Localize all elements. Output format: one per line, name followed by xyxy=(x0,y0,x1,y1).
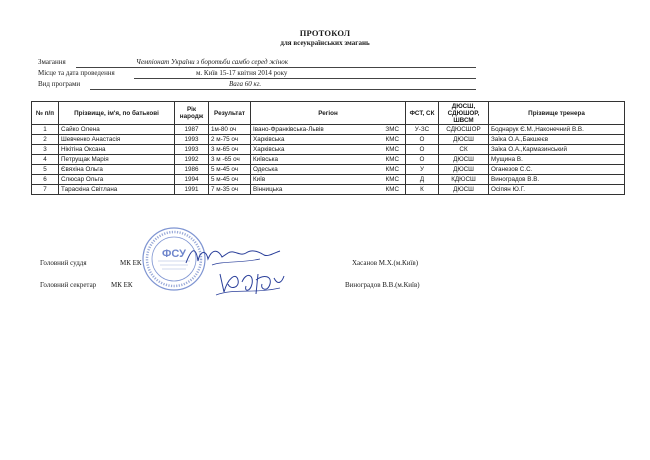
region-name: Київська xyxy=(253,156,279,163)
cell-school: СК xyxy=(439,145,489,155)
cell-fst: О xyxy=(406,155,439,165)
cell-coach: Виноградов В.В. xyxy=(489,175,625,185)
header-year: Рік народж xyxy=(175,102,209,125)
place-date-underline xyxy=(134,78,476,79)
competition-value: Чемпіонат України з боротьби самбо серед жінок xyxy=(136,58,288,66)
sport-rank: КМС xyxy=(385,136,399,143)
header-school: ДЮСШ, СДЮШОР, ШВСМ xyxy=(439,102,489,125)
header-name: Прізвище, ім'я, по батькові xyxy=(59,102,175,125)
cell-school: ДЮСШ xyxy=(439,165,489,175)
judge-category: МК ЕК xyxy=(120,259,142,267)
header-coach: Прізвище тренера xyxy=(489,102,625,125)
cell-fst: Д xyxy=(406,175,439,185)
program-field xyxy=(38,80,488,90)
cell-year: 1991 xyxy=(175,185,209,195)
judge-signature-icon xyxy=(182,243,282,269)
region-name: Харківська xyxy=(253,136,285,143)
cell-coach: Осіпян Ю.Г. xyxy=(489,185,625,195)
region-name: Івано-Франківська-Львів xyxy=(253,126,324,133)
table-header-row xyxy=(32,102,625,125)
cell-school: СДЮСШОР xyxy=(439,125,489,135)
cell-region xyxy=(251,135,406,145)
cell-result: 5 м-45 оч xyxy=(209,175,251,185)
header-num: № п/п xyxy=(32,102,59,125)
sport-rank: КМС xyxy=(385,166,399,173)
place-date-value: м. Київ 15-17 квітня 2014 року xyxy=(196,69,288,77)
cell-school: ДЮСШ xyxy=(439,185,489,195)
program-label: Вид програми xyxy=(38,80,81,88)
cell-year: 1986 xyxy=(175,165,209,175)
cell-num: 5 xyxy=(32,165,59,175)
cell-fst: У-ЗС xyxy=(406,125,439,135)
header-region: Регіон xyxy=(251,102,406,125)
place-date-label: Місце та дата проведення xyxy=(38,69,115,77)
judge-name: Хасанов М.Х.(м.Київ) xyxy=(352,259,419,267)
cell-name: Шевченко Анастасія xyxy=(59,135,175,145)
cell-year: 1994 xyxy=(175,175,209,185)
cell-school: КДЮСШ xyxy=(439,175,489,185)
cell-result: 2 м-75 оч xyxy=(209,135,251,145)
cell-fst: О xyxy=(406,135,439,145)
competition-label: Змагання xyxy=(38,58,66,66)
cell-year: 1987 xyxy=(175,125,209,135)
cell-result: 3 м-65 оч xyxy=(209,145,251,155)
cell-num: 4 xyxy=(32,155,59,165)
cell-school: ДЮСШ xyxy=(439,135,489,145)
header-fst: ФСТ, СК xyxy=(406,102,439,125)
cell-result: 1м-80 оч xyxy=(209,125,251,135)
cell-name: Сайко Олена xyxy=(59,125,175,135)
cell-name: Нікітіна Оксана xyxy=(59,145,175,155)
secretary-signature-icon xyxy=(214,268,286,298)
secretary-name: Виноградов В.В.(м.Київ) xyxy=(345,281,420,289)
cell-region xyxy=(251,155,406,165)
protocol-title: ПРОТОКОЛ xyxy=(299,28,351,38)
cell-coach: Заїка О.А.,Кармазинський xyxy=(489,145,625,155)
cell-coach: Заїка О.А.,Бакшеєв xyxy=(489,135,625,145)
cell-result: 5 м-45 оч xyxy=(209,165,251,175)
region-name: Харківська xyxy=(253,146,285,153)
program-value: Вага 60 кг. xyxy=(229,80,262,88)
sport-rank: ЗМС xyxy=(385,126,399,133)
competition-underline xyxy=(76,67,476,68)
cell-name: Петрущак Марія xyxy=(59,155,175,165)
table-row xyxy=(32,185,625,195)
results-table xyxy=(31,101,625,195)
cell-year: 1992 xyxy=(175,155,209,165)
protocol-subtitle: для всеукраїнських змагань xyxy=(280,39,370,47)
cell-fst: У xyxy=(406,165,439,175)
region-name: Вінницька xyxy=(253,186,283,193)
cell-school: ДЮСШ xyxy=(439,155,489,165)
cell-year: 1993 xyxy=(175,135,209,145)
cell-region xyxy=(251,145,406,155)
sport-rank: КМС xyxy=(385,146,399,153)
cell-num: 7 xyxy=(32,185,59,195)
sport-rank: КМС xyxy=(385,186,399,193)
region-name: Одеська xyxy=(253,166,278,173)
cell-region xyxy=(251,125,406,135)
header-result: Результат xyxy=(209,102,251,125)
cell-name: Тараскіна Світлана xyxy=(59,185,175,195)
cell-coach: Мущина В. xyxy=(489,155,625,165)
cell-coach: Оганезов С.С. xyxy=(489,165,625,175)
secretary-label: Головний секретар xyxy=(40,281,97,289)
cell-coach: Боднарук Є.М.,Наконечний В.В. xyxy=(489,125,625,135)
cell-region xyxy=(251,165,406,175)
sport-rank: КМС xyxy=(385,176,399,183)
secretary-category: МК ЕК xyxy=(111,281,133,289)
judge-label: Головний суддя xyxy=(40,259,87,267)
cell-region xyxy=(251,175,406,185)
cell-fst: О xyxy=(406,145,439,155)
region-name: Київ xyxy=(253,176,266,183)
program-underline xyxy=(90,89,476,90)
cell-name: Євяхіна Ольга xyxy=(59,165,175,175)
table-row xyxy=(32,125,625,135)
cell-name: Слюсар Ольга xyxy=(59,175,175,185)
sport-rank: КМС xyxy=(385,156,399,163)
cell-num: 1 xyxy=(32,125,59,135)
competition-field xyxy=(38,58,488,68)
cell-num: 2 xyxy=(32,135,59,145)
cell-num: 6 xyxy=(32,175,59,185)
cell-num: 3 xyxy=(32,145,59,155)
cell-region xyxy=(251,185,406,195)
table-row xyxy=(32,145,625,155)
table-row xyxy=(32,165,625,175)
table-row xyxy=(32,135,625,145)
cell-fst: К xyxy=(406,185,439,195)
cell-year: 1993 xyxy=(175,145,209,155)
stamp-text: ФСУ xyxy=(161,248,187,260)
cell-result: 7 м-35 оч xyxy=(209,185,251,195)
table-row xyxy=(32,175,625,185)
cell-result: 3 м -65 оч xyxy=(209,155,251,165)
place-date-field xyxy=(38,69,488,79)
table-row xyxy=(32,155,625,165)
